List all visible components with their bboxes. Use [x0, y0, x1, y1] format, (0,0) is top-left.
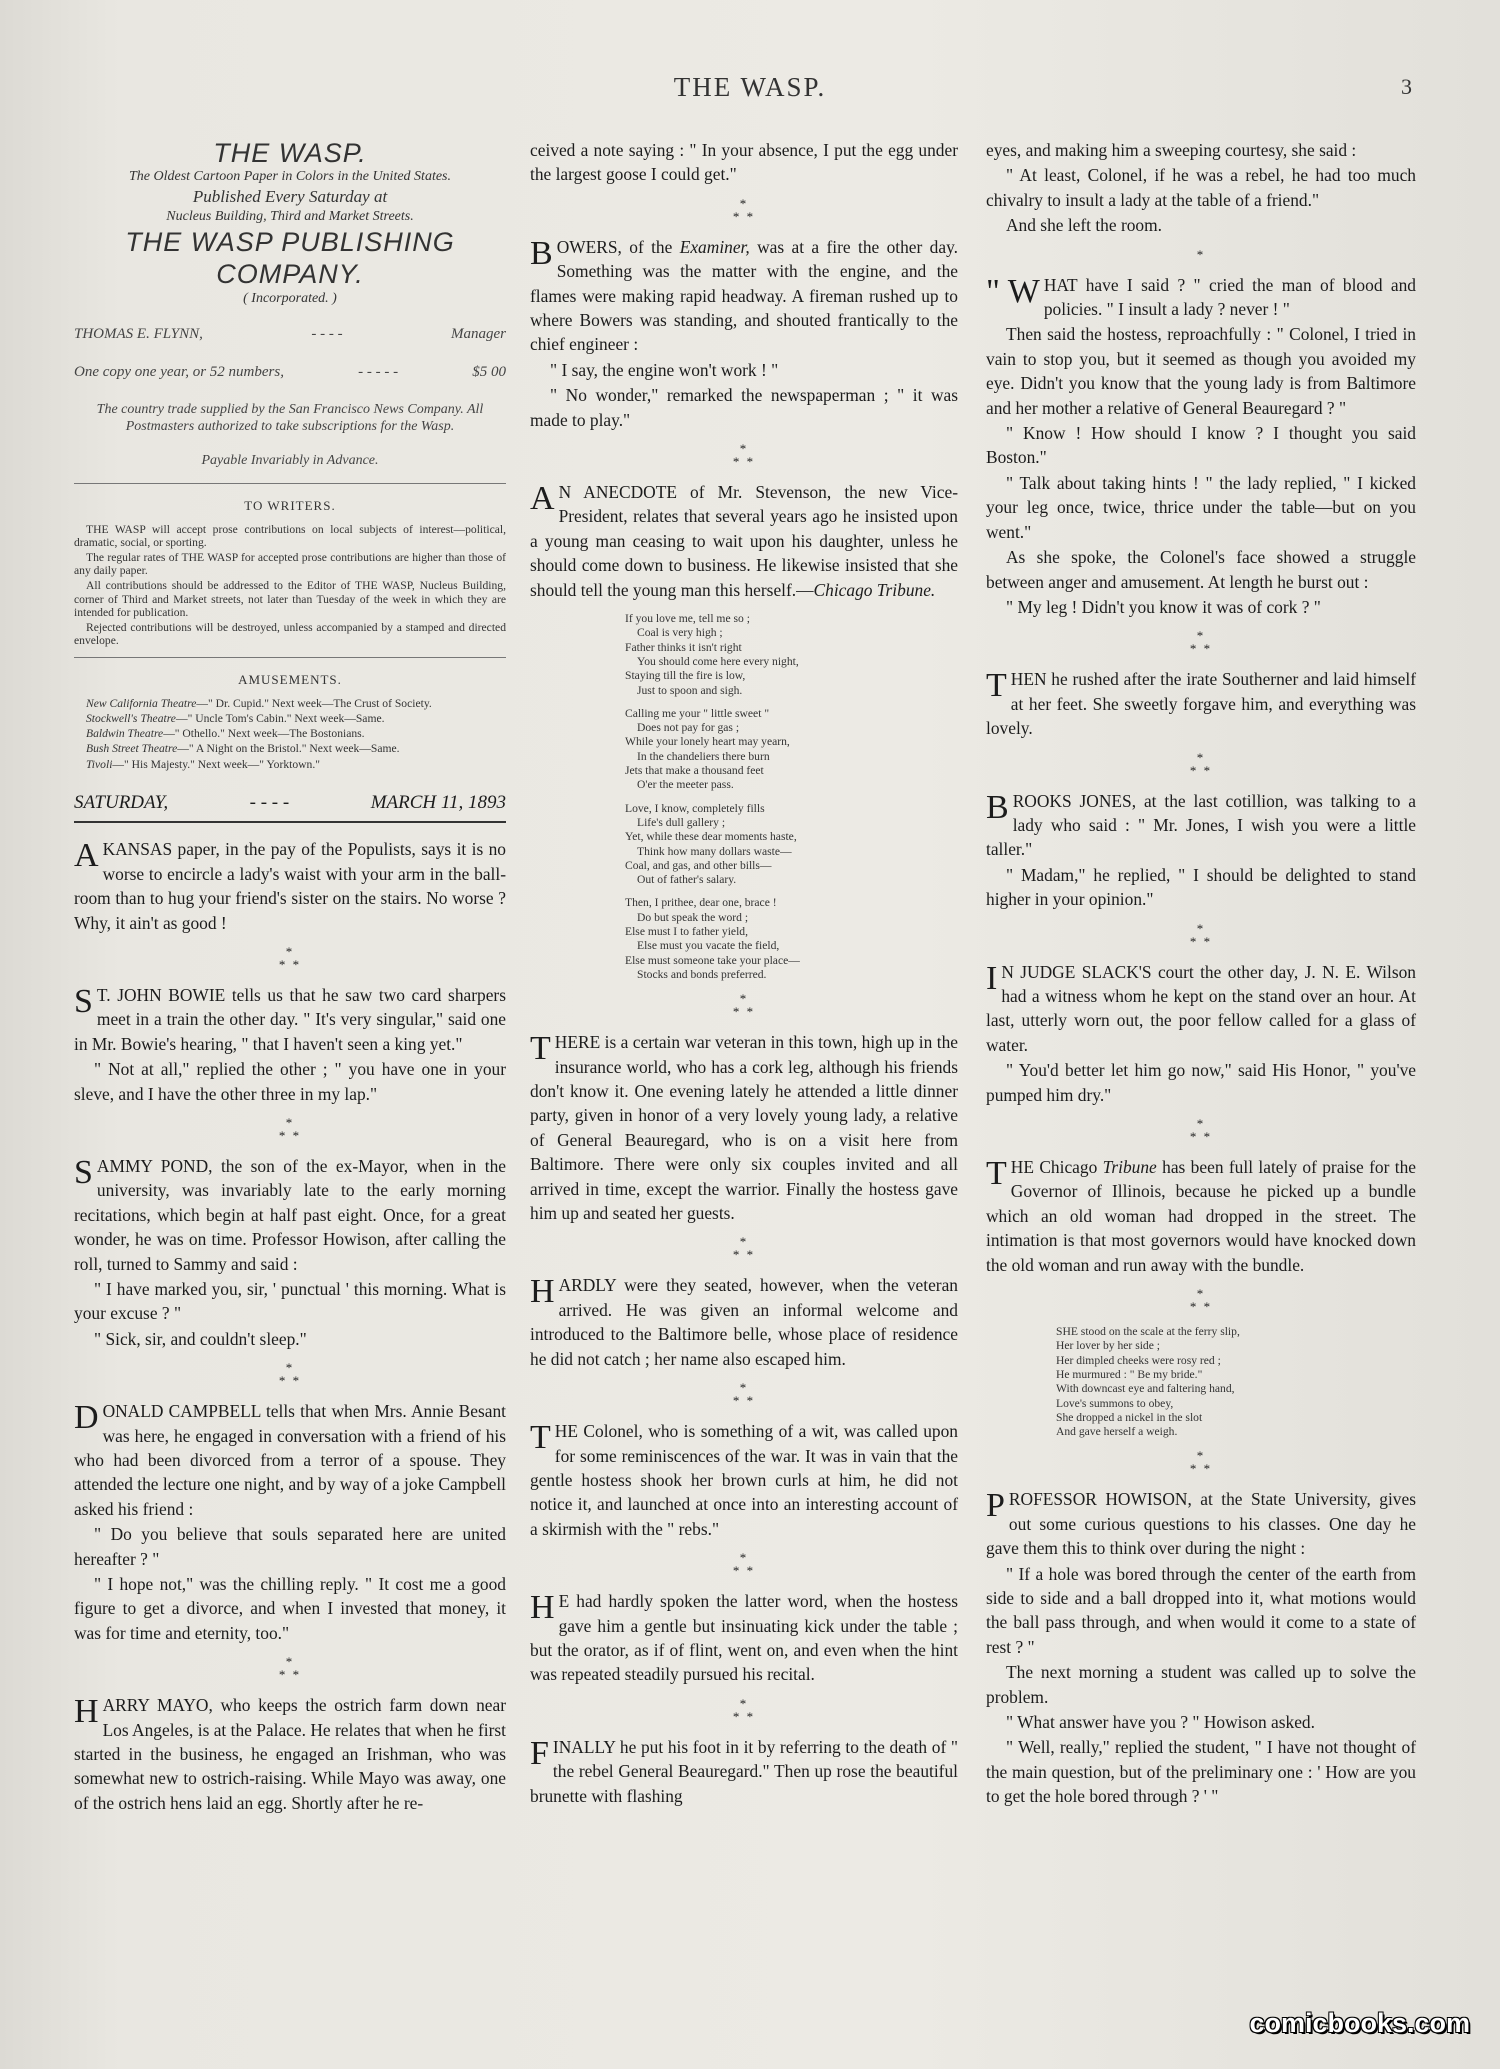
- separator: *: [1196, 246, 1206, 262]
- paragraph-text: " I hope not," was the chilling reply. " It cost me a good figure to get a divorce, and when I invested that money, it was for time and eternity, too.": [74, 1574, 506, 1643]
- poem-line: Her lover by her side ;: [1056, 1339, 1160, 1353]
- source-credit: Chicago Tribune.: [813, 579, 936, 600]
- poem-line: In the chandeliers there burn: [637, 749, 770, 763]
- paragraph-text: HAT have I said ? " cried the man of blood and policies. " I insult a lady ? never ! ": [1043, 274, 1416, 320]
- paragraph-pond: [74, 1154, 506, 1276]
- paragraph-text: ARDLY were they seated, however, when the veteran arrived. He was given an informal welcome and introduced to the Baltimore belle, whose place of residence he did not catch ; her name also escaped him.: [530, 1275, 958, 1369]
- poem-line: Calling me your " little sweet ": [625, 706, 770, 720]
- paragraph-text: ROFESSOR HOWISON, at the State University, gives out some curious questions to his classes. One day he gave them this to think over during the night :: [986, 1489, 1416, 1559]
- manager-dashes: - - - -: [311, 326, 343, 342]
- amusement-text: —" His Majesty." Next week—" Yorktown.": [112, 757, 320, 771]
- paragraph-text: Then said the hostess, reproachfully : " Colonel, I tried in vain to stop you, but it seemed as though you avoided my eye. Didn't you know that the young lady is from Baltimore and her mother a relative of General Beauregard ? ": [986, 324, 1416, 418]
- paragraph-text: " At least, Colonel, if he was a rebel, he had too much chivalry to insult a lady at the table of a friend.": [986, 165, 1416, 210]
- paragraph-text: " I say, the engine won't work ! ": [550, 359, 779, 380]
- separator-text: * *: [1189, 1299, 1213, 1315]
- drop-cap: A: [74, 837, 99, 875]
- separator-text: * *: [278, 956, 302, 972]
- publisher-name: THE WASP PUBLISHING COMPANY.: [125, 227, 455, 289]
- dateline-date: MARCH 11, 1893: [370, 791, 506, 813]
- poem-line: Love's summons to obey,: [1056, 1396, 1174, 1410]
- paragraph-text: And she left the room.: [1006, 215, 1162, 236]
- paragraph-mayo: [74, 1693, 506, 1815]
- paragraph-colonel: [530, 1419, 958, 1541]
- dateline: [74, 791, 506, 823]
- paragraph-text: The next morning a student was called up to solve the problem.: [986, 1662, 1416, 1707]
- drop-cap: H: [530, 1273, 555, 1311]
- price-dashes: - - - - -: [358, 364, 399, 381]
- amusement-item: [74, 742, 506, 755]
- paragraph-brooks: [986, 789, 1416, 862]
- paragraph-text: " No wonder," remarked the newspaperman ; " it was made to play.": [530, 385, 958, 430]
- paragraph-text: " If a hole was bored through the center of the earth from side to side and a ball dropped into it, what motions would the ball pass through, and when would it come to a state of rest ? ": [986, 1563, 1416, 1657]
- paragraph-text: HE Chicago: [1010, 1157, 1103, 1177]
- separator-text: * *: [732, 1708, 756, 1724]
- drop-cap: S: [74, 1153, 93, 1191]
- paragraph-finally: [530, 1735, 958, 1808]
- paragraph-hardly: [530, 1273, 958, 1371]
- separator: * * *: [986, 751, 1416, 777]
- poem-line: SHE stood on the scale at the ferry slip,: [1056, 1325, 1240, 1339]
- separator-text: * *: [732, 208, 756, 224]
- separator: * * *: [986, 629, 1416, 655]
- payable-note: Payable Invariably in Advance.: [201, 452, 379, 468]
- paragraph-text: ONALD CAMPBELL tells that when Mrs. Annie Besant was here, he engaged in conversation with a friend of his who had been divorced from a terror of a spouse. They attended the lecture one night, and by way of a joke Campbell asked his friend :: [74, 1401, 506, 1519]
- drop-cap: T: [986, 1155, 1007, 1192]
- poem-line: O'er the meeter pass.: [637, 778, 734, 792]
- poem: [625, 612, 958, 982]
- amusement-text: —" Dr. Cupid." Next week—The Crust of Society.: [196, 696, 432, 710]
- drop-cap: " W: [986, 272, 1040, 310]
- poem-line: Staying till the fire is low,: [625, 669, 746, 683]
- separator: * * *: [74, 1361, 506, 1387]
- drop-cap: H: [74, 1693, 99, 1731]
- drop-cap: T: [530, 1030, 551, 1068]
- paragraph-text: N ANECDOTE of Mr. Stevenson, the new Vice-President, relates that several years ago he insisted upon a young man ceasing to wait upon his daughter, unless he should come down to business. He likewise insisted that she should tell the young man this herself.—: [530, 482, 958, 600]
- paragraph-text: " Well, really," replied the student, " I have not thought of the main question, but of the preliminary one : ' How are you to get the hole bored through ? ' ": [986, 1737, 1416, 1807]
- paragraph-text: AMMY POND, the son of the ex-Mayor, when in the university, was invariably late to the early morning recitations, which begin at half past eight. Once, for a great wonder, he was on time. Professor Howison, after calling the roll, turned to Sammy and said :: [74, 1155, 506, 1274]
- drop-cap: D: [74, 1399, 99, 1437]
- paragraph-bowers: [530, 235, 958, 357]
- incorporated-note: ( Incorporated. ): [243, 291, 337, 306]
- separator-text: * *: [1189, 933, 1213, 949]
- drop-cap: T: [530, 1419, 551, 1457]
- amusement-item: [74, 758, 506, 771]
- poem: [1056, 1325, 1416, 1439]
- column-1: [74, 138, 506, 1816]
- poem-line: Just to spoon and sigh.: [637, 683, 743, 697]
- theatre-name: New California Theatre: [86, 696, 197, 710]
- paragraph-text: ARRY MAYO, who keeps the ostrich farm down near Los Angeles, is at the Palace. He relates that when he first started in the business, he engaged an Irishman, who was somewhat new to ostrich-raising. While Mayo was away, one of the ostrich hens laid an egg. Shortly after he re-: [74, 1695, 506, 1813]
- paragraph-chicago: [986, 1155, 1416, 1277]
- price-label: One copy one year, or 52 numbers,: [74, 364, 284, 381]
- separator-text: * *: [732, 454, 756, 470]
- separator: * * *: [530, 442, 958, 468]
- paragraph-text: " Madam," he replied, " I should be delighted to stand higher in your opinion.": [986, 864, 1416, 910]
- poem-line: Yet, while these dear moments haste,: [625, 830, 797, 844]
- paragraph-campbell: [74, 1399, 506, 1521]
- poem-line: Then, I prithee, dear one, brace !: [625, 896, 777, 910]
- paragraph-text: As she spoke, the Colonel's face showed a struggle between anger and amusement. At length he burst out :: [986, 547, 1416, 592]
- separator-text: * *: [1189, 1461, 1213, 1477]
- manager-line: [74, 322, 506, 346]
- masthead-title: THE WASP.: [213, 138, 367, 168]
- separator-text: * *: [278, 1373, 302, 1389]
- divider: [74, 483, 506, 484]
- separator: * * *: [986, 1287, 1416, 1313]
- separator-text: * *: [1189, 762, 1213, 778]
- amusement-item: [74, 712, 506, 725]
- poem-line: Love, I know, completely fills: [625, 801, 765, 815]
- poem-line: Does not pay for gas ;: [637, 721, 740, 735]
- separator: * * *: [530, 1697, 958, 1723]
- drop-cap: S: [74, 982, 93, 1020]
- writers-heading: TO WRITERS.: [244, 498, 336, 514]
- column-3: [986, 138, 1416, 1810]
- drop-cap: B: [530, 234, 553, 272]
- drop-cap: B: [986, 788, 1009, 826]
- amusements-list: [74, 697, 506, 771]
- paragraph-text: has been full lately of praise for the Governor of Illinois, because he picked up a bundle which an old woman had dropped in the street. The intimation is that most governors would have knocked down the old woman and run away with the bundle.: [986, 1157, 1416, 1275]
- drop-cap: T: [986, 667, 1007, 705]
- separator: * * *: [986, 1117, 1416, 1143]
- drop-cap: P: [986, 1487, 1005, 1525]
- masthead-line3: Nucleus Building, Third and Market Streets.: [166, 209, 414, 224]
- paragraph-text: " You'd better let him go now," said His Honor, " you've pumped him dry.": [986, 1060, 1416, 1105]
- column-2: [530, 138, 958, 1809]
- newspaper-name: Tribune: [1102, 1157, 1157, 1177]
- writers-p1: THE WASP will accept prose contributions on local subjects of interest—political, dramatic, social, or sporting.: [74, 522, 506, 549]
- price-line: [74, 360, 506, 384]
- poem-stanza: [625, 802, 958, 888]
- paragraph-text: ceived a note saying : " In your absence, I put the egg under the largest goose I could get.": [530, 140, 958, 185]
- separator-text: * *: [278, 1667, 302, 1683]
- separator-text: * *: [278, 1127, 302, 1143]
- writers-p4: Rejected contributions will be destroyed, unless accompanied by a stamped and directed envelope.: [74, 621, 506, 648]
- paragraph-text: " My leg ! Didn't you know it was of cork ? ": [1006, 596, 1321, 617]
- paragraph-veteran: [530, 1030, 958, 1225]
- paragraph-text: HEN he rushed after the irate Southerner and laid himself at her feet. She sweetly forgave him, and everything was lovely.: [986, 669, 1416, 739]
- poem-line: He murmured : " Be my bride.": [1056, 1367, 1203, 1381]
- paragraph-howison: [986, 1487, 1416, 1560]
- manager-role: Manager: [451, 326, 506, 342]
- poem-line: Jets that make a thousand feet: [625, 764, 764, 778]
- drop-cap: I: [986, 959, 998, 997]
- theatre-name: Tivoli: [86, 757, 113, 771]
- paragraph-text: E had hardly spoken the latter word, when the hostess gave him a gentle but insinuating kick under the table ; but the orator, as if of flint, went on, and even when the hint was repeated steadily pursued his recital.: [530, 1591, 958, 1685]
- paragraph-slack: [986, 960, 1416, 1058]
- paragraph-text: " Talk about taking hints ! " the lady replied, " I kicked your leg once, twice, thrice under the table—but on you went.": [986, 472, 1416, 542]
- drop-cap: A: [530, 480, 555, 518]
- paragraph-text: " Know ! How should I know ? I thought you said Boston.": [986, 423, 1416, 468]
- poem-line: Her dimpled cheeks were rosy red ;: [1056, 1353, 1221, 1367]
- paragraph-text: ROOKS JONES, at the last cotillion, was talking to a lady who said : " Mr. Jones, I wish you were a little taller.": [986, 790, 1416, 860]
- dateline-day: SATURDAY,: [74, 791, 169, 813]
- poem-line: With downcast eye and faltering hand,: [1056, 1382, 1235, 1396]
- poem-line: Coal, and gas, and other bills—: [625, 858, 772, 872]
- paragraph-text: INALLY he put his foot in it by referring to the death of " the rebel General Beauregard." Then up rose the beautiful brunette with flashing: [530, 1736, 958, 1806]
- paragraph-text: " Not at all," replied the other ; " you have one in your sleve, and I have the other three in my lap.": [74, 1059, 506, 1104]
- amusements-heading: AMUSEMENTS.: [238, 672, 342, 688]
- paragraph-text: " I have marked you, sir, ' punctual ' this morning. What is your excuse ? ": [74, 1278, 506, 1324]
- poem-line: If you love me, tell me so ;: [625, 612, 750, 626]
- paragraph-text: KANSAS paper, in the pay of the Populists, says it is no worse to encircle a lady's waist with your arm in the ball-room than to hug your friend's sister on the stairs. No worse ? Why, it ain't as good !: [74, 839, 506, 933]
- poem-line: Else must I to father yield,: [625, 925, 748, 939]
- paragraph-kansas: [74, 837, 506, 935]
- amusement-item: [74, 727, 506, 740]
- masthead-line2: Published Every Saturday at: [192, 187, 388, 206]
- dateline-dashes: - - - -: [249, 791, 290, 813]
- trade-note: The country trade supplied by the San Francisco News Company. All Postmasters authorized to take subscriptions for the Wasp.: [96, 401, 484, 434]
- writers-notice: [74, 523, 506, 648]
- poem-line: You should come here every night,: [637, 654, 799, 668]
- poem-line: Coal is very high ;: [637, 626, 723, 640]
- separator: * * *: [986, 922, 1416, 948]
- poem-line: Stocks and bonds preferred.: [637, 967, 767, 981]
- paragraph-what: [986, 273, 1416, 322]
- paragraph-rushed: [986, 667, 1416, 740]
- watermark: comicbooks.com: [1249, 2008, 1470, 2038]
- poem-line: And gave herself a weigh.: [1056, 1425, 1178, 1439]
- manager-name: THOMAS E. FLYNN,: [74, 326, 203, 342]
- separator-text: * *: [732, 1004, 756, 1020]
- paragraph-text: " What answer have you ? " Howison asked.: [1006, 1712, 1315, 1733]
- running-title: THE WASP.: [673, 72, 827, 102]
- writers-p2: The regular rates of THE WASP for accepted prose contributions are higher than those of any daily paper.: [74, 551, 506, 578]
- paragraph-spoken: [530, 1589, 958, 1687]
- separator: * * *: [530, 1381, 958, 1407]
- divider: [74, 657, 506, 658]
- poem-line: Think how many dollars waste—: [637, 844, 792, 858]
- poem-line: Do but speak the word ;: [637, 910, 749, 924]
- paragraph-anecdote: [530, 480, 958, 602]
- theatre-name: Stockwell's Theatre: [86, 712, 176, 726]
- masthead-line1: The Oldest Cartoon Paper in Colors in the United States.: [129, 169, 451, 184]
- paragraph-bowie: [74, 983, 506, 1056]
- poem-line: She dropped a nickel in the slot: [1056, 1410, 1203, 1424]
- separator: * * *: [986, 1449, 1416, 1475]
- amusement-text: —" Othello." Next week—The Bostonians.: [163, 727, 365, 741]
- paragraph-text: OWERS, of the: [556, 236, 680, 257]
- amusement-item: [74, 697, 506, 710]
- amusement-text: —" Uncle Tom's Cabin." Next week—Same.: [175, 712, 385, 726]
- separator: * * *: [530, 992, 958, 1018]
- paragraph-text: " Do you believe that souls separated here are united hereafter ? ": [74, 1524, 506, 1569]
- separator-text: * *: [732, 1247, 756, 1263]
- separator-text: * *: [1189, 1129, 1213, 1144]
- separator: * * *: [74, 1655, 506, 1681]
- amusement-text: —" A Night on the Bristol." Next week—Same.: [177, 742, 400, 756]
- poem-line: Else must someone take your place—: [625, 953, 800, 967]
- paragraph-text: eyes, and making him a sweeping courtesy, she said :: [986, 140, 1357, 160]
- poem-line: While your lonely heart may yearn,: [625, 735, 790, 749]
- drop-cap: F: [530, 1734, 549, 1772]
- paragraph-text: T. JOHN BOWIE tells us that he saw two card sharpers meet in a train the other day. " It's very singular," said one in Mr. Bowie's hearing, " that I haven't seen a king yet.": [74, 984, 506, 1054]
- separator: * * *: [74, 1116, 506, 1142]
- separator-text: * *: [732, 1563, 756, 1579]
- poem-stanza: [625, 707, 958, 793]
- poem-line: Out of father's salary.: [637, 873, 737, 887]
- theatre-name: Bush Street Theatre: [86, 742, 178, 756]
- separator: * * *: [530, 1551, 958, 1577]
- price-value: $5 00: [472, 364, 506, 381]
- paragraph-text: HE Colonel, who is something of a wit, was called upon for some reminiscences of the war. It was in vain that the gentle hostess shook her brown curls at him, he did not notice it, and launched at once into an interesting account of a skirmish with the " rebs.": [530, 1421, 958, 1539]
- poem-line: Else must you vacate the field,: [637, 939, 780, 953]
- poem-stanza: [625, 896, 958, 982]
- paragraph-text: N JUDGE SLACK'S court the other day, J. N. E. Wilson had a witness whom he kept on the stand over an hour. At last, utterly worn out, the poor fellow called for a glass of water.: [986, 961, 1416, 1055]
- poem-line: Life's dull gallery ;: [637, 815, 726, 829]
- paragraph-text: " Sick, sir, and couldn't sleep.": [94, 1328, 307, 1349]
- theatre-name: Baldwin Theatre: [86, 727, 164, 741]
- page-number: 3: [1401, 74, 1412, 99]
- paragraph-text: was at a fire the other day. Something was the matter with the engine, and the flames were making rapid headway. A fireman rushed up to where Bowers was standing, and shouted frantically to the chief engineer :: [530, 236, 959, 355]
- separator-text: * *: [732, 1393, 756, 1409]
- separator: * * *: [74, 945, 506, 971]
- masthead: [74, 138, 506, 308]
- newspaper-name: Examiner,: [679, 236, 750, 257]
- separator: * * *: [530, 1235, 958, 1261]
- writers-p3: All contributions should be addressed to the Editor of THE WASP, Nucleus Building, corner of Third and Market streets, not later than Tuesday of the week in which they are intended for publication.: [74, 579, 506, 619]
- poem-line: Father thinks it isn't right: [625, 640, 742, 654]
- drop-cap: H: [530, 1589, 555, 1627]
- paragraph-text: HERE is a certain war veteran in this town, high up in the insurance world, who has a cork leg, although his friends don't know it. One evening lately he attended a little dinner party, given in honor of a very lovely young lady, a relative of General Beauregard, who is on a visit here from Baltimore. There were only six couples invited and all arrived in time, except the warrior. Finally the hostess gave him up and seated her guests.: [530, 1032, 958, 1224]
- separator-text: * *: [1189, 641, 1213, 657]
- poem-stanza: [625, 612, 958, 698]
- separator: * * *: [530, 197, 958, 223]
